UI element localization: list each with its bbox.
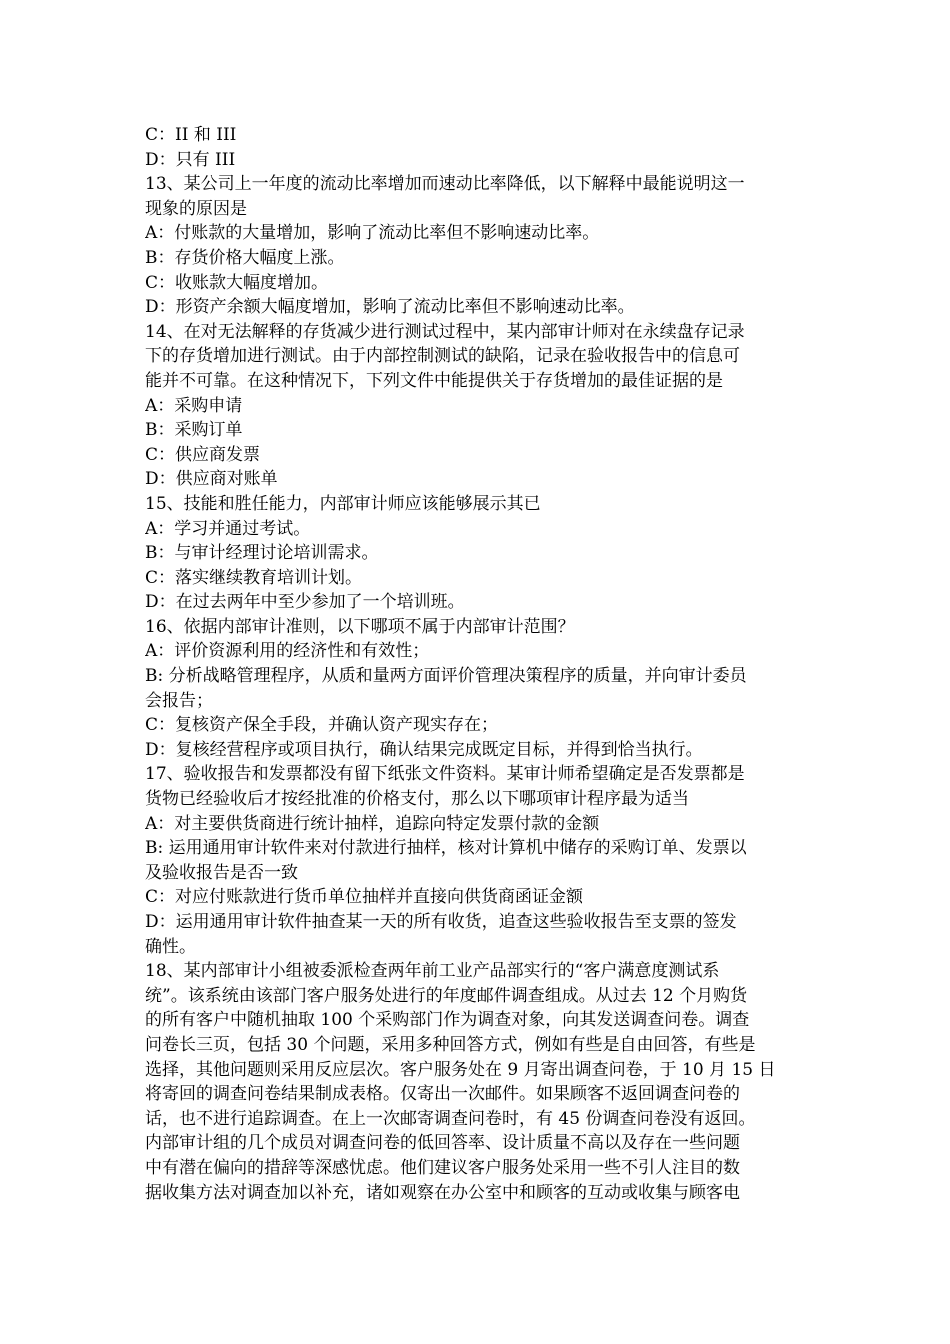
text-line: 14、在对无法解释的存货减少进行测试过程中，某内部审计师对在永续盘存记录	[145, 321, 745, 342]
text-line: 确性。	[145, 936, 196, 957]
text-line: 话，也不进行追踪调查。在上一次邮寄调查问卷时，有 45 份调查问卷没有返回。	[145, 1108, 756, 1129]
text-line: 15、技能和胜任能力，内部审计师应该能够展示其已	[145, 493, 541, 514]
text-line: 的所有客户中随机抽取 100 个采购部门作为调查对象，向其发送调查问卷。调查	[145, 1010, 750, 1031]
text-line: 现象的原因是	[145, 198, 247, 219]
text-line: 17、验收报告和发票都没有留下纸张文件资料。某审计师希望确定是否发票都是	[145, 764, 745, 785]
text-line: B：与审计经理讨论培训需求。	[145, 543, 379, 564]
text-line: 能并不可靠。在这种情况下，下列文件中能提供关于存货增加的最佳证据的是	[145, 370, 723, 391]
text-line: 18、某内部审计小组被委派检查两年前工业产品部实行的“客户满意度测试系	[145, 961, 720, 982]
text-line: D：在过去两年中至少参加了一个培训班。	[145, 592, 465, 613]
text-line: 下的存货增加进行测试。由于内部控制测试的缺陷，记录在验收报告中的信息可	[145, 346, 740, 367]
text-line: 统”。该系统由该部门客户服务处进行的年度邮件调查组成。从过去 12 个月购货	[145, 985, 748, 1006]
text-line: D：形资产余额大幅度增加，影响了流动比率但不影响速动比率。	[145, 297, 635, 318]
text-line: 内部审计组的几个成员对调查问卷的低回答率、设计质量不高以及存在一些问题	[145, 1133, 740, 1154]
document-page	[145, 123, 813, 1205]
text-line: 16、依据内部审计准则，以下哪项不属于内部审计范围？	[145, 616, 575, 637]
text-line: B：存货价格大幅度上涨。	[145, 247, 345, 268]
text-line: 问卷长三页，包括 30 个问题，采用多种回答方式，例如有些是自由回答，有些是	[145, 1034, 756, 1055]
text-line: A：学习并通过考试。	[145, 518, 311, 539]
text-line: 会报告；	[145, 690, 213, 711]
text-line: 据收集方法对调查加以补充，诸如观察在办公室中和顾客的互动或收集与顾客电	[145, 1182, 740, 1203]
text-line: A：采购申请	[145, 395, 243, 416]
text-line: 货物已经验收后才按经批准的价格支付，那么以下哪项审计程序最为适当	[145, 789, 689, 810]
text-line: B: 运用通用审计软件来对付款进行抽样，核对计算机中储存的采购订单、发票以	[145, 838, 747, 859]
text-line: D：供应商对账单	[145, 469, 278, 490]
text-line: C：复核资产保全手段，并确认资产现实存在；	[145, 715, 499, 736]
text-line: 将寄回的调查问卷结果制成表格。仅寄出一次邮件。如果顾客不返回调查问卷的	[145, 1084, 740, 1105]
text-line: B：采购订单	[145, 420, 243, 441]
text-line: C：收账款大幅度增加。	[145, 272, 329, 293]
text-line: C：II 和 III	[145, 125, 237, 145]
text-line: A：付账款的大量增加，影响了流动比率但不影响速动比率。	[145, 223, 600, 244]
text-line: C：供应商发票	[145, 444, 261, 465]
text-line: 中有潜在偏向的措辞等深感忧虑。他们建议客户服务处采用一些不引人注目的数	[145, 1157, 740, 1178]
text-line: 及验收报告是否一致	[145, 862, 298, 883]
text-line: B: 分析战略管理程序，从质和量两方面评价管理决策程序的质量，并向审计委员	[145, 666, 747, 687]
text-line: D：复核经营程序或项目执行，确认结果完成既定目标，并得到恰当执行。	[145, 739, 703, 760]
text-line: D：运用通用审计软件抽查某一天的所有收货，追查这些验收报告至支票的签发	[145, 912, 737, 932]
text-line: C：落实继续教育培训计划。	[145, 567, 363, 588]
text-line: C：对应付账款进行货币单位抽样并直接向供货商函证金额	[145, 887, 584, 908]
text-line: 选择，其他问题则采用反应层次。客户服务处在 9 月寄出调查问卷，于 10 月 15 日	[145, 1059, 776, 1080]
text-line: A：评价资源利用的经济性和有效性；	[145, 641, 430, 662]
text-line: 13、某公司上一年度的流动比率增加而速动比率降低，以下解释中最能说明这一	[145, 174, 745, 195]
text-line: D：只有 III	[145, 149, 236, 170]
text-line: A：对主要供货商进行统计抽样，追踪向特定发票付款的金额	[145, 813, 600, 834]
